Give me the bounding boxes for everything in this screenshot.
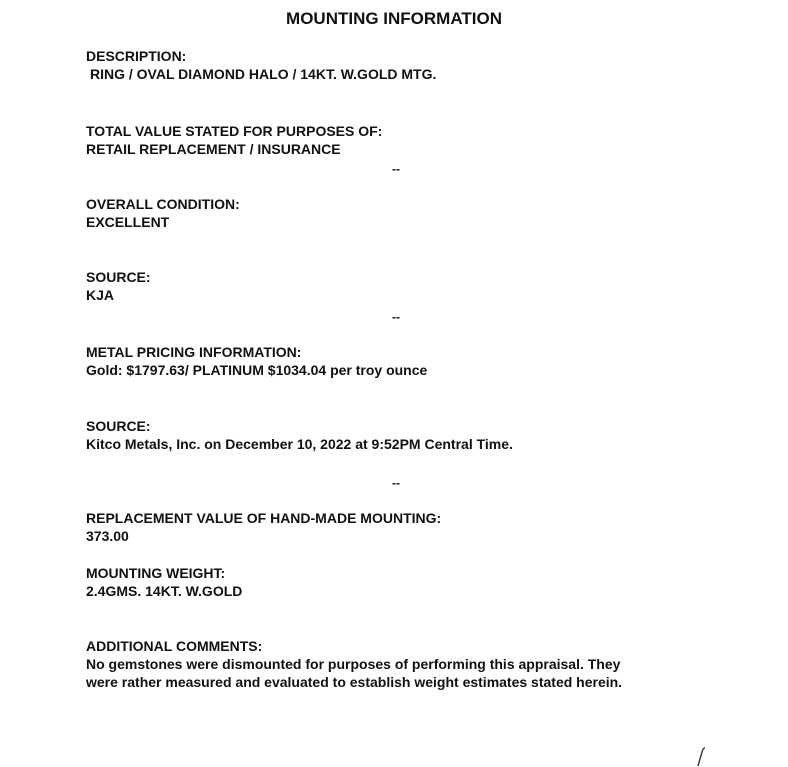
source-section bbox=[86, 268, 151, 304]
pricing-source-section bbox=[86, 417, 513, 453]
comments-label: ADDITIONAL COMMENTS: bbox=[86, 638, 263, 654]
description-value: RING / OVAL DIAMOND HALO / 14KT. W.GOLD MTG. bbox=[90, 66, 437, 82]
separator: -- bbox=[392, 310, 400, 324]
metal-pricing-value: Gold: $1797.63/ PLATINUM $1034.04 per troy ounce bbox=[86, 362, 428, 378]
comments-line: No gemstones were dismounted for purposes of performing this appraisal. They bbox=[86, 656, 621, 672]
metal-pricing-section bbox=[86, 343, 427, 379]
pricing-source-value: Kitco Metals, Inc. on December 10, 2022 at 9:52PM Central Time. bbox=[86, 436, 513, 452]
separator: -- bbox=[392, 162, 400, 176]
source-value: KJA bbox=[86, 287, 115, 303]
condition-section bbox=[86, 195, 240, 231]
description-section bbox=[86, 47, 436, 83]
replacement-value-amount: 373.00 bbox=[86, 528, 129, 544]
comments-line: were rather measured and evaluated to establish weight estimates stated herein. bbox=[86, 674, 623, 690]
weight-section bbox=[86, 564, 242, 600]
description-label: DESCRIPTION: bbox=[86, 48, 187, 64]
value-purpose-value: RETAIL REPLACEMENT / INSURANCE bbox=[86, 141, 341, 157]
page-title: MOUNTING INFORMATION bbox=[286, 9, 502, 28]
comments-section bbox=[86, 637, 622, 691]
condition-label: OVERALL CONDITION: bbox=[86, 196, 240, 212]
replacement-value-section bbox=[86, 509, 441, 545]
value-purpose-section bbox=[86, 122, 382, 158]
weight-label: MOUNTING WEIGHT: bbox=[86, 565, 226, 581]
replacement-value-label: REPLACEMENT VALUE OF HAND-MADE MOUNTING: bbox=[86, 510, 442, 526]
metal-pricing-label: METAL PRICING INFORMATION: bbox=[86, 344, 302, 360]
value-purpose-label: TOTAL VALUE STATED FOR PURPOSES OF: bbox=[86, 123, 383, 139]
separator: -- bbox=[392, 476, 400, 490]
weight-value: 2.4GMS. 14KT. W.GOLD bbox=[86, 583, 243, 599]
condition-value: EXCELLENT bbox=[86, 214, 170, 230]
source-label: SOURCE: bbox=[86, 269, 151, 285]
pricing-source-label: SOURCE: bbox=[86, 418, 151, 434]
signature-mark bbox=[672, 742, 712, 767]
